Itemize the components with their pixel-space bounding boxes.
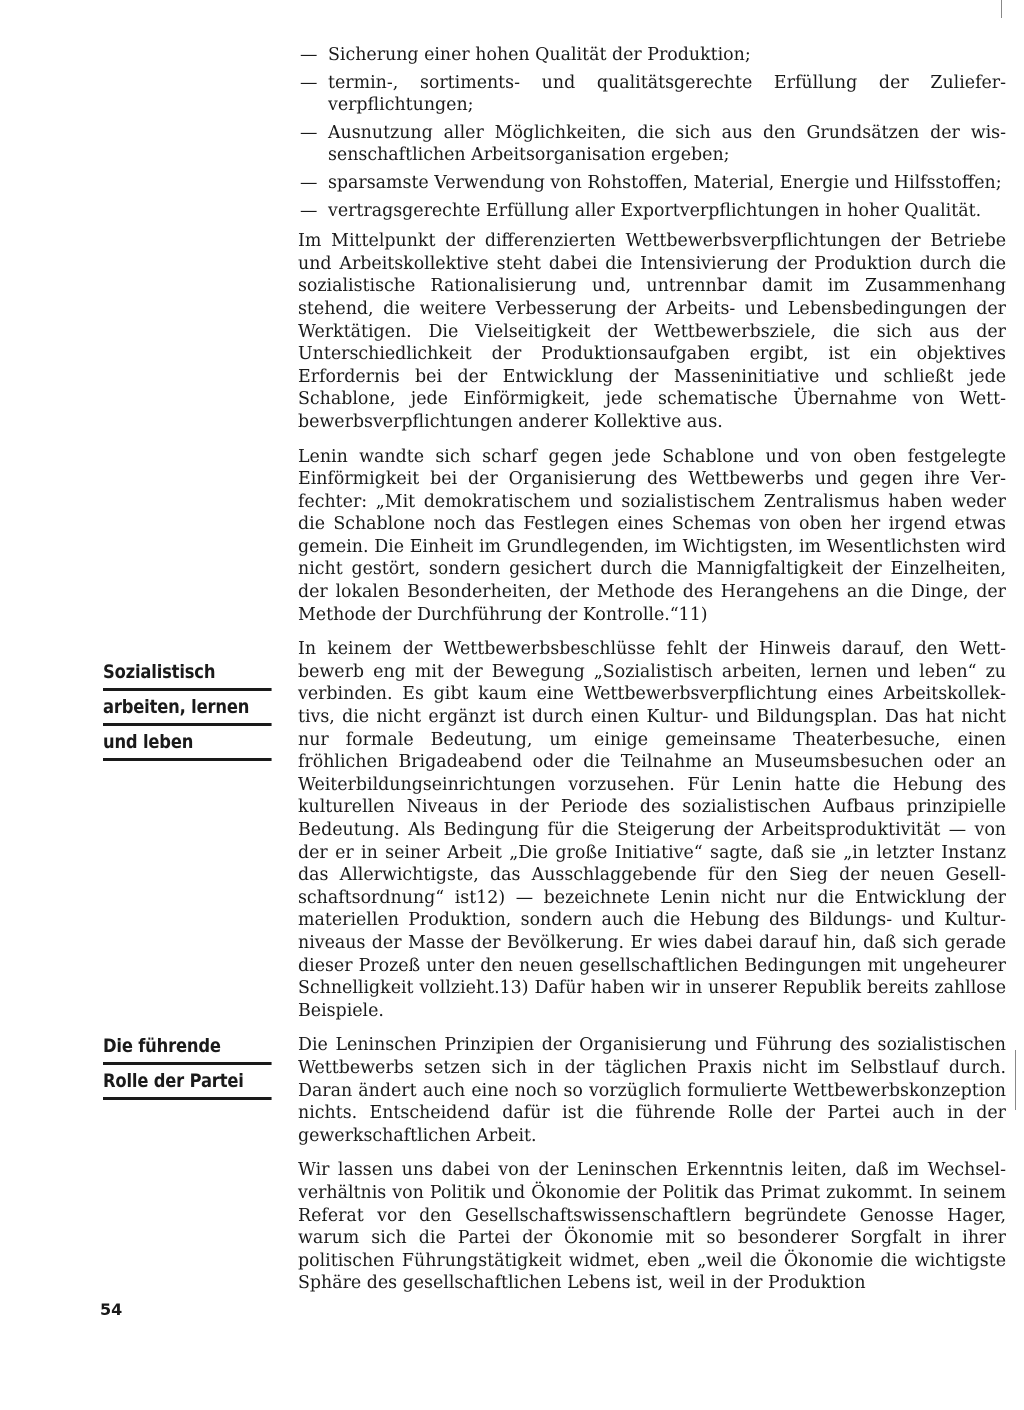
scan-edge-mark bbox=[1001, 0, 1002, 18]
dash-marker: — bbox=[300, 172, 318, 193]
dash-marker: — bbox=[300, 122, 318, 143]
page-number: 54 bbox=[100, 1300, 123, 1319]
dash-marker: — bbox=[300, 200, 318, 221]
paragraph-leninsche-prinzipien: Die Leninschen Prinzipien der Organisierung und Führung des sozialistischen Wettbewerbs setzen sich in der täglichen Praxis nicht im Selbstlauf durch. Daran ändert auch eine noch so vorzüglich formulierte Wettbewerbskonzeption nichts. Entscheidend dafür ist die führende Rolle der Partei auch in der gewerkschaftlichen Arbeit. bbox=[298, 1035, 1006, 1146]
side-heading-line: Rolle der Partei bbox=[103, 1069, 272, 1100]
paragraph-sozialistisch-arbeiten: In keinem der Wettbewerbsbeschlüsse fehlt der Hinweis darauf, den Wettbewerb eng mit der Bewegung „Sozialistisch arbeiten, lernen und leben“ zu verbinden. Es gibt kaum eine Wettbewerbsverpflichtung eines Arbeitskollektivs, die nicht ergänzt ist durch einen Kultur- und Bildungsplan. Das hat nicht nur formale Bedeutung, um einige gemeinsame Theaterbesuche, einen fröhlichen Brigadeabend oder die Teilnahme an Museumsbesuchen oder an Weiterbildungseinrichtungen vorzusehen. Für Lenin hatte die Hebung des kulturellen Niveaus in der Periode des sozialistischen Aufbaus prinzipielle Bedeutung. Als Bedingung für die Steigerung der Arbeitsproduktivität — von der er in seiner Arbeit „Die große Initiative“ sagte, daß sie „in letzter Instanz das Allerwichtigste, das Ausschlaggebende für den Sieg der neuen Gesellschaftsordnung“ ist12) — bezeichnete Lenin nicht nur die Entwicklung der materiellen Produktion, sondern auch die Hebung des Bildungs- und Kulturniveaus der Masse der Bevölkerung. Er wies dabei darauf hin, daß sich gerade dieser Prozeß unter den neuen gesellschaftlichen Bedingungen mit ungeheurer Schnelligkeit vollzieht.13) Dafür haben wir in unserer Republik bereits zahllose Beispiele. bbox=[298, 639, 1006, 1021]
dash-marker: — bbox=[300, 72, 318, 93]
side-heading-line: arbeiten, lernen bbox=[103, 695, 272, 726]
side-heading-fuehrende-rolle bbox=[103, 1034, 251, 1104]
side-heading-line: Die führende bbox=[103, 1034, 272, 1065]
dash-marker: — bbox=[300, 45, 318, 65]
paragraph-rationalisation: Im Mittelpunkt der differenzierten Wettbewerbsverpflichtungen der Betriebe und Arbeitskollektive steht dabei die Intensivierung der Produktion durch die sozialistische Rationalisierung und, untrennbar damit im Zusammenhang stehend, die weitere Verbesserung der Arbeits- und Lebensbedingungen der Werktätigen. Die Vielseitigkeit der Wettbewerbsziele, die sich aus der Unterschiedlichkeit der Produktionsaufgaben ergibt, ist ein objektives Erfordernis bei der Entwicklung der Masseninitiative und schließt jede Schablone, jede Einförmigkeit, jede schematische Übernahme von Wettbewerbsverpflichtungen anderer Kollektive aus. bbox=[298, 231, 1006, 432]
list-item: — Ausnutzung aller Möglichkeiten, die sich aus den Grundsätzen der wissenschaftlichen Arbeitsorganisation ergeben; bbox=[300, 122, 1006, 166]
paragraph-politik-oekonomie: Wir lassen uns dabei von der Leninschen Erkenntnis leiten, daß im Wechselverhältnis von Politik und Ökonomie der Politik das Primat zukommt. In seinem Referat vor den Gesellschaftswissenschaftlern begründete Genosse Hager, warum sich die Partei der Ökonomie mit so besonderer Sorgfalt in ihrer politischen Führungstätigkeit widmet, eben „weil die Ökonomie die wichtigste Sphäre des gesellschaftlichen Lebens ist, weil in der Produktion bbox=[298, 1160, 1006, 1294]
side-heading-sozialistisch-arbeiten bbox=[103, 660, 251, 765]
side-heading-line: Sozialistisch bbox=[103, 660, 272, 691]
main-text-column bbox=[298, 44, 1006, 1307]
side-heading-line: und leben bbox=[103, 730, 272, 761]
list-item: — Sicherung einer hohen Qualität der Produktion; bbox=[300, 45, 751, 65]
list-item: — termin-, sortiments- und qualitätsgerechte Erfüllung der Zulieferverpflichtungen; bbox=[300, 72, 1006, 116]
paragraph-lenin-schablone: Lenin wandte sich scharf gegen jede Schablone und von oben festgelegte Einförmigkeit bei der Organisierung des Wettbewerbs und gegen ihre Verfechter: „Mit demokratischem und sozialistischem Zentralismus haben weder die Schablone noch das Festlegen eines Schemas von oben her irgend etwas gemein. Die Einheit im Grundlegenden, im Wichtigsten, im Wesentlichsten wird nicht gestört, sondern gesichert durch die Mannigfaltigkeit der Einzelheiten, der lokalen Besonderheiten, der Methode des Herangehens an die Dinge, der Methode der Durchführung der Kontrolle.“11) bbox=[298, 446, 1006, 625]
bullet-list bbox=[298, 44, 1006, 222]
list-item: — sparsamste Verwendung von Rohstoffen, Material, Energie und Hilfsstoffen; bbox=[300, 172, 1002, 193]
list-item: — vertragsgerechte Erfüllung aller Exportverpflichtungen in hoher Qualität. bbox=[300, 200, 982, 221]
scan-edge-mark bbox=[1015, 1050, 1016, 1110]
